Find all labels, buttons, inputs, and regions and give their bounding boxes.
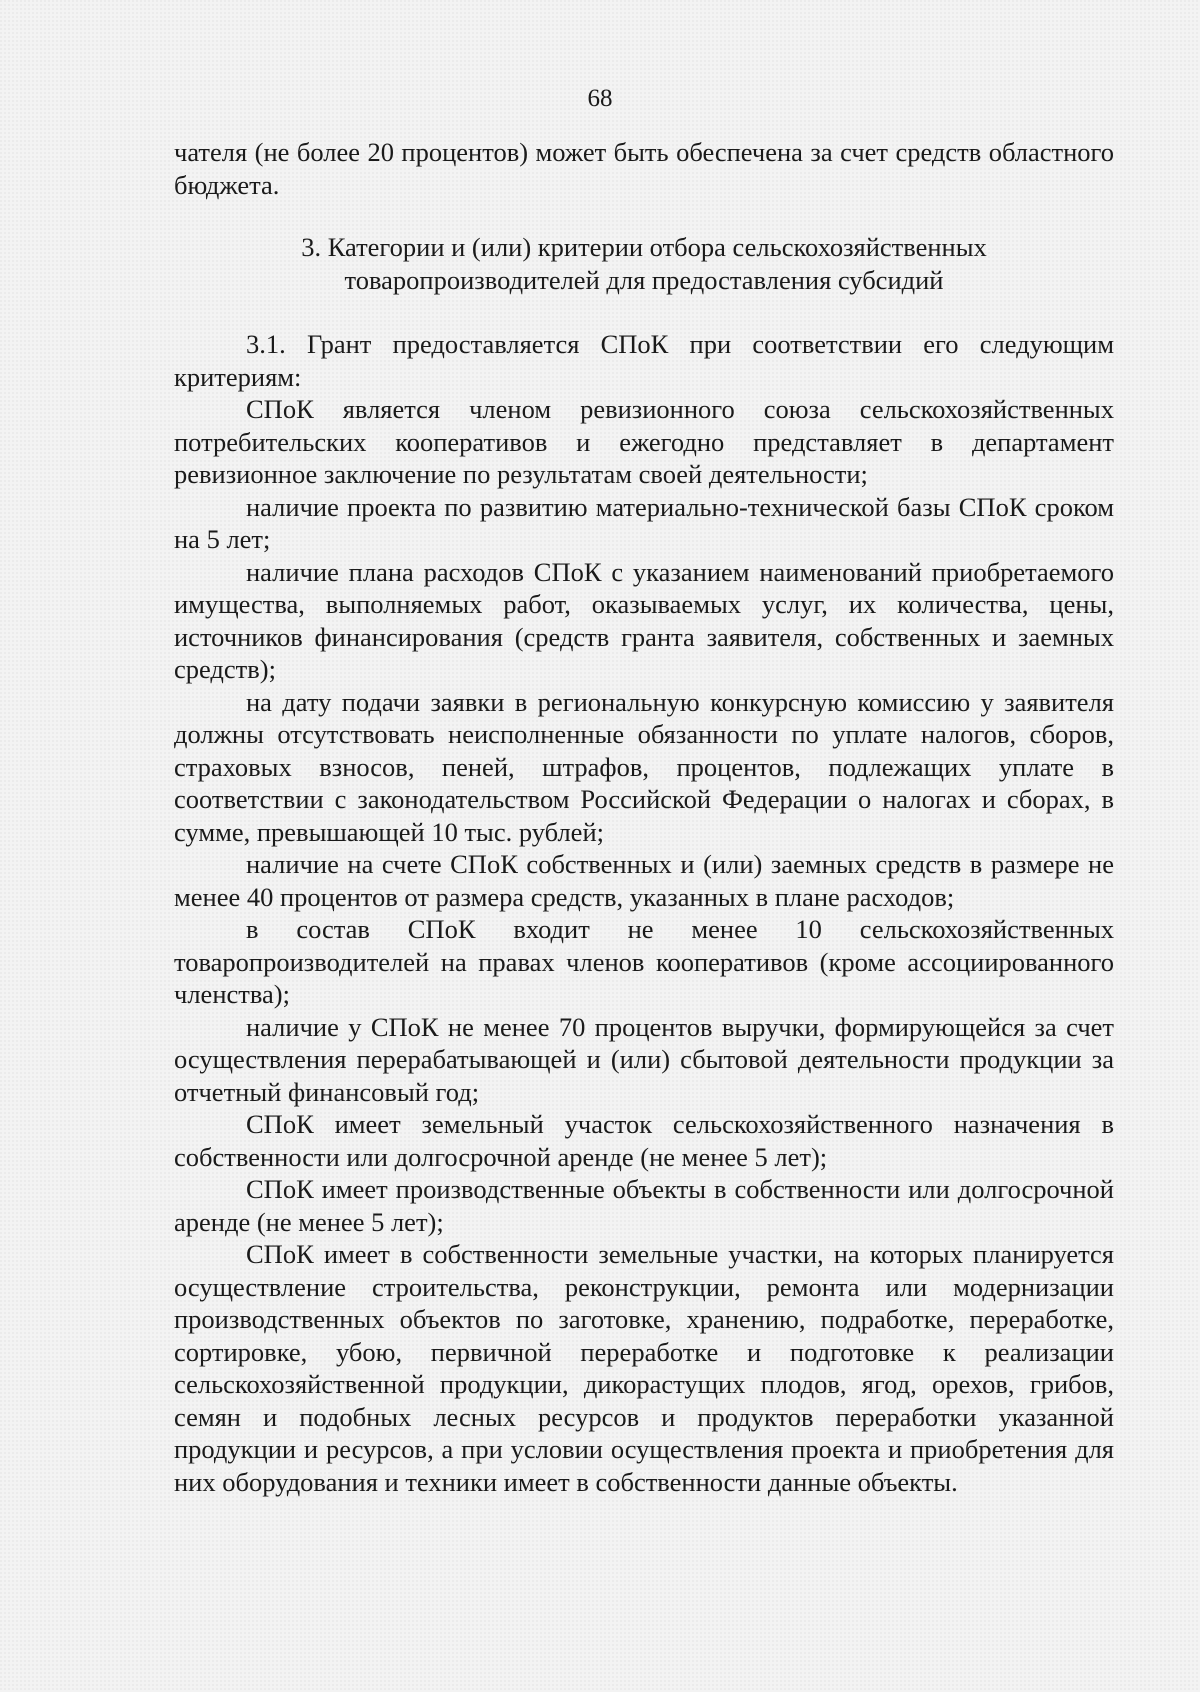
section-heading — [174, 231, 1114, 296]
criterion-paragraph: СПоК является членом ревизионного союза сельскохозяйственных потребительских кооперативов и ежегодно представляет в департамент ревизионное заключение по результатам своей деятельности; — [174, 394, 1114, 489]
criterion-paragraph: в состав СПоК входит не менее 10 сельскохозяйственных товаропроизводителей на правах членов кооперативов (кроме ассоциированного членства); — [174, 914, 1114, 1009]
criterion-paragraph: СПоК имеет земельный участок сельскохозяйственного назначения в собственности или долгосрочной аренде (не менее 5 лет); — [174, 1109, 1114, 1172]
criterion-paragraph: СПоК имеет в собственности земельные участки, на которых планируется осуществление строительства, реконструкции, ремонта или модернизации производственных объектов по заготовке, хранению, подработке, переработке, сортировке, убою, первичной переработке и подготовке к реализации сельскохозяйственной продукции, дикорастущих плодов, ягод, орехов, грибов, семян и подобных лесных ресурсов и продуктов переработки указанной продукции и ресурсов, а при условии осуществления проекта и приобретения для них оборудования и техники имеет в собственности данные объекты. — [174, 1239, 1114, 1497]
criterion-paragraph: СПоК имеет производственные объекты в собственности или долгосрочной аренде (не менее 5 лет); — [174, 1174, 1114, 1237]
page-number: 68 — [587, 85, 613, 112]
section-heading-line-1: 3. Категории и (или) критерии отбора сельскохозяйственных — [301, 232, 987, 262]
document-body — [174, 136, 1114, 1498]
criterion-paragraph: на дату подачи заявки в региональную конкурсную комиссию у заявителя должны отсутствовать неисполненные обязанности по уплате налогов, сборов, страховых взносов, пеней, штрафов, процентов, подлежащих уплате в соответствии с законодательством Российской Федерации о налогах и сборах, в сумме, превышающей 10 тыс. рублей; — [174, 686, 1114, 847]
paragraph-3-1: 3.1. Грант предоставляется СПоК при соответствии его следующим критериям: — [174, 329, 1114, 392]
criterion-paragraph: наличие на счете СПоК собственных и (или) заемных средств в размере не менее 40 процентов от размера средств, указанных в плане расходов; — [174, 849, 1114, 912]
continuation-paragraph: чателя (не более 20 процентов) может быть обеспечена за счет средств областного бюджета. — [174, 137, 1114, 200]
criterion-paragraph: наличие проекта по развитию материально-технической базы СПоК сроком на 5 лет; — [174, 491, 1114, 554]
section-heading-line-2: товаропроизводителей для предоставления субсидий — [344, 264, 944, 295]
criterion-paragraph: наличие плана расходов СПоК с указанием наименований приобретаемого имущества, выполняемых работ, оказываемых услуг, их количества, цены, источников финансирования (средств гранта заявителя, собственных и заемных средств); — [174, 556, 1114, 684]
criterion-paragraph: наличие у СПоК не менее 70 процентов выручки, формирующейся за счет осуществления перерабатывающей и (или) сбытовой деятельности продукции за отчетный финансовый год; — [174, 1011, 1114, 1107]
